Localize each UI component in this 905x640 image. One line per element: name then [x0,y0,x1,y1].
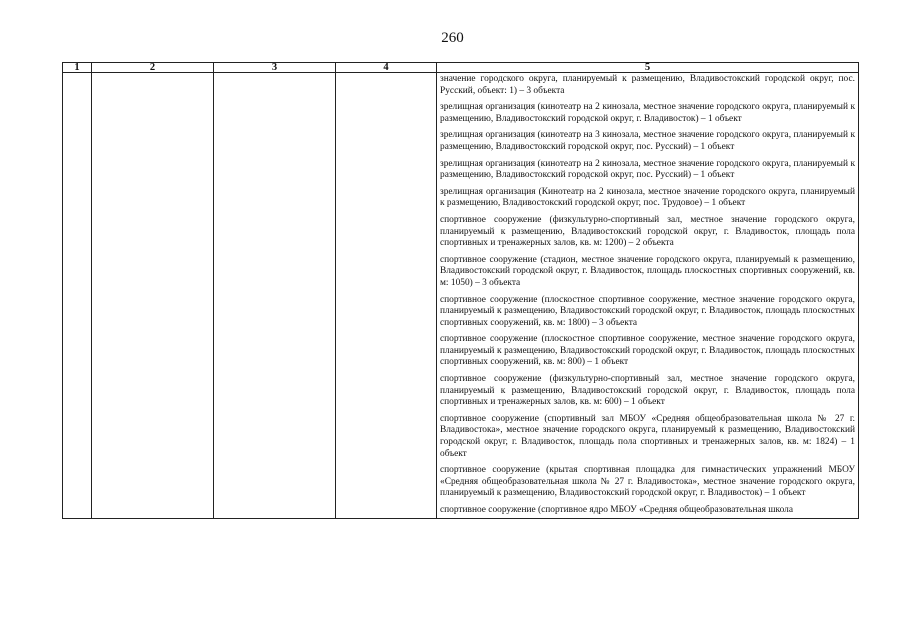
table-entry: спортивное сооружение (физкультурно-спортивный зал, местное значение городского округа, планируемый к размещению, Владивостокский городской округ, г. Владивосток, площадь пола спортивных и тренажерных залов, кв. м: 1200) – 2 объекта [440,214,855,249]
table-entry: зрелищная организация (кинотеатр на 2 кинозала, местное значение городского округа, планируемый к размещению, Владивостокский городской округ, пос. Русский) – 1 объект [440,158,855,181]
column-2-cell [92,73,214,519]
table-entry: зрелищная организация (Кинотеатр на 2 кинозала, местное значение городского округа, планируемый к размещению, Владивостокский городской округ, пос. Трудовое) – 1 объект [440,186,855,209]
table-entry: спортивное сооружение (физкультурно-спортивный зал, местное значение городского округа, планируемый к размещению, Владивостокский городской округ, г. Владивосток, площадь пола спортивных и тренажерных залов, кв. м: 600) – 1 объект [440,374,855,408]
column-header-3: 3 [214,63,336,73]
column-header-5: 5 [437,63,859,73]
table-entry: спортивное сооружение (спортивное ядро МБОУ «Средняя общеобразовательная школа [440,505,793,515]
column-3-cell [214,73,336,519]
document-table [62,62,859,519]
table-entry: значение городского округа, планируемый к размещению, Владивостокский городской округ, пос. Русский, объект: 1) – 3 объекта [440,74,855,96]
column-1-cell [63,73,92,519]
table-entry: зрелищная организация (кинотеатр на 3 кинозала, местное значение городского округа, планируемый к размещению, Владивостокский городской округ, пос. Русский) – 1 объект [440,130,855,152]
table-entry: спортивное сооружение (плоскостное спортивное сооружение, местное значение городского округа, планируемый к размещению, Владивостокский городской округ, г. Владивосток, площадь плоскостных спортивных сооружений, кв. м: 1800) – 3 объекта [440,294,855,328]
table-entry: спортивное сооружение (стадион, местное значение городского округа, планируемый к размещению, Владивостокский городской округ, г. Владивосток, площадь плоскостных спортивных сооружений, кв. м: 1050) – 3 объекта [440,254,855,288]
column-4-cell [336,73,437,519]
column-header-2: 2 [92,63,214,73]
table-header-row [63,63,859,73]
table-entry: спортивное сооружение (плоскостное спортивное сооружение, местное значение городского округа, планируемый к размещению, Владивостокский городской округ, г. Владивосток, площадь плоскостных спортивных сооружений, кв. м: 800) – 1 объект [440,334,855,368]
column-header-4: 4 [336,63,437,73]
table-entry: зрелищная организация (кинотеатр на 2 кинозала, местное значение городского округа, планируемый к размещению, Владивостокский городской округ, г. Владивосток) – 1 объект [440,102,855,124]
table-entry: спортивное сооружение (крытая спортивная площадка для гимнастических упражнений МБОУ «Средняя общеобразовательная школа № 27 г. Владивостока», местное значение городского округа, планируемый к размещению, Владивостокский городской округ, г. Владивосток) – 1 объект [440,465,855,499]
column-header-1: 1 [63,63,92,73]
page-number: 260 [441,30,464,46]
table-entry: спортивное сооружение (спортивный зал МБОУ «Средняя общеобразовательная школа № 27 г. Владивостока», местное значение городского округа, планируемый к размещению, Владивостокский городской округ, г. Владивосток, площадь пола спортивных и тренажерных залов, кв. м: 1824) – 1 объект [440,413,855,459]
column-5-cell [437,73,859,519]
table-row [63,73,859,519]
